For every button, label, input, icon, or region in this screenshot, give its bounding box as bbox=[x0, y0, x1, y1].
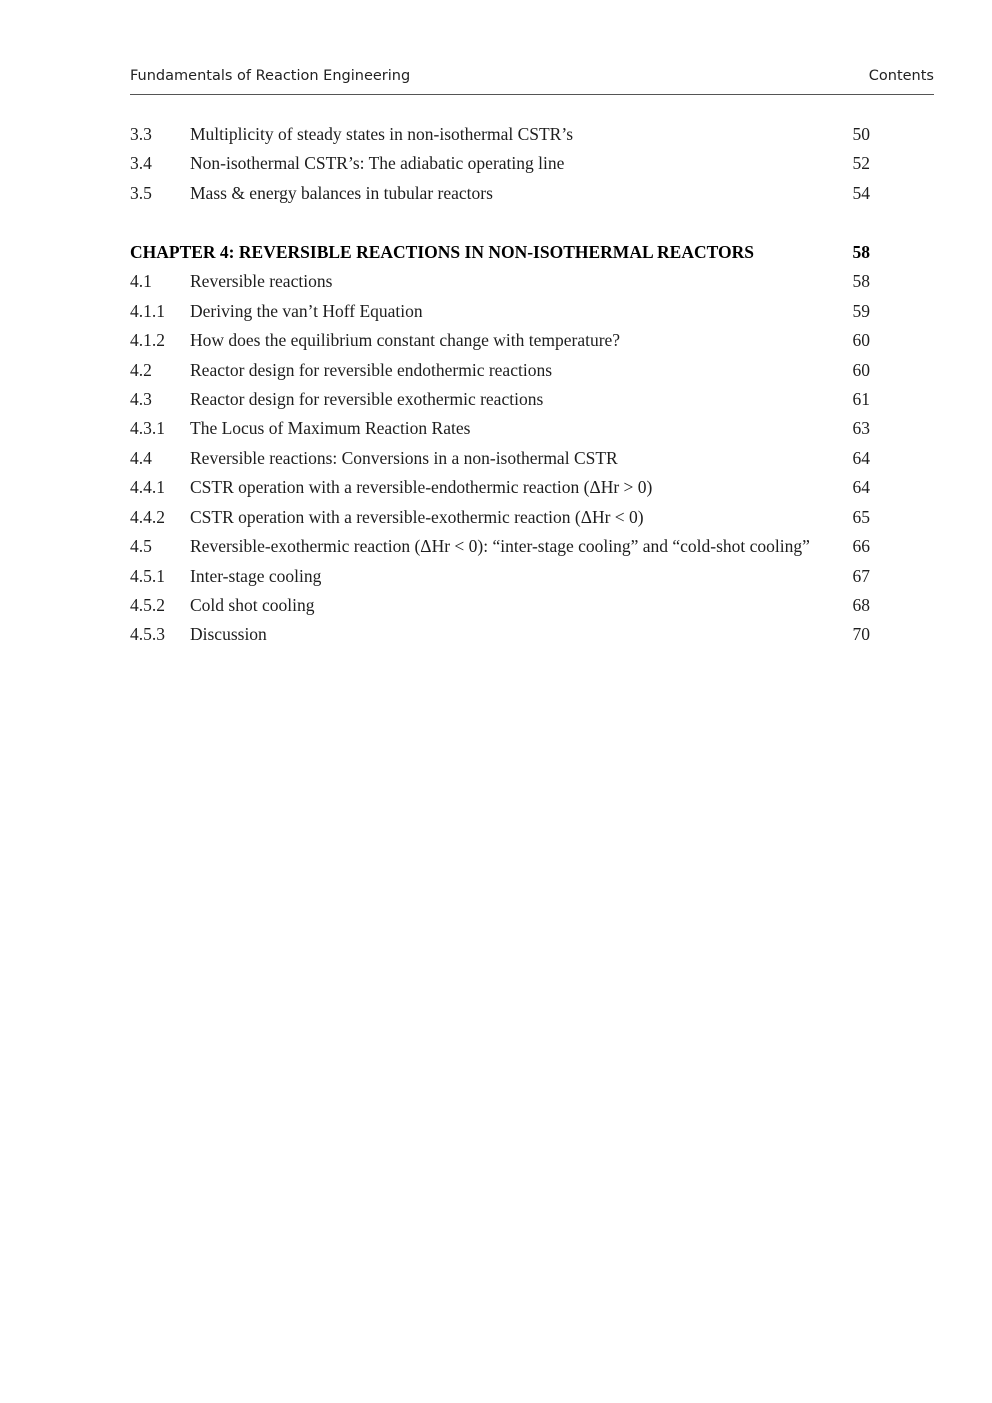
toc-entry-title: Inter-stage cooling bbox=[190, 565, 322, 586]
toc-entry-page: 64 bbox=[852, 477, 870, 498]
toc-entry-page: 59 bbox=[852, 300, 870, 321]
toc-entry[interactable] bbox=[130, 532, 870, 561]
toc-entry-page: 70 bbox=[852, 624, 870, 645]
toc-entry[interactable] bbox=[130, 297, 870, 326]
toc-entry[interactable] bbox=[130, 385, 870, 414]
toc-entry[interactable] bbox=[130, 267, 870, 296]
toc-entry-number: 4.4 bbox=[130, 447, 152, 468]
toc-entry-page: 63 bbox=[852, 418, 870, 439]
toc-entry[interactable] bbox=[130, 620, 870, 649]
toc-entry-title: Reversible reactions: Conversions in a non-isothermal CSTR bbox=[190, 447, 618, 468]
toc-entry-page: 60 bbox=[852, 330, 870, 351]
toc-entry-title: Non-isothermal CSTR’s: The adiabatic operating line bbox=[190, 153, 565, 174]
toc-entry-title: Reversible-exothermic reaction (ΔHr < 0): “inter-stage cooling” and “cold-shot cooling” bbox=[190, 536, 810, 557]
toc-entry-page: 50 bbox=[852, 124, 870, 144]
toc-entry-title: Discussion bbox=[190, 624, 267, 645]
toc-entry[interactable] bbox=[130, 444, 870, 473]
toc-entry-page: 54 bbox=[852, 182, 870, 203]
toc-entry-title: How does the equilibrium constant change with temperature? bbox=[190, 330, 621, 351]
toc-entry-number: 4.1 bbox=[130, 271, 152, 292]
toc-entry[interactable] bbox=[130, 149, 870, 178]
toc-spacer bbox=[130, 208, 870, 237]
toc-entry-number: 4.5.1 bbox=[130, 565, 165, 586]
running-header bbox=[130, 66, 934, 95]
toc-entry-title: Multiplicity of steady states in non-isothermal CSTR’s bbox=[190, 124, 574, 144]
section-label: Contents bbox=[868, 68, 934, 84]
toc-entry[interactable] bbox=[130, 326, 870, 355]
toc-entry-number: 4.4.1 bbox=[130, 477, 165, 498]
toc-entry-title: Mass & energy balances in tubular reactors bbox=[190, 182, 493, 203]
toc-entry-page: 66 bbox=[852, 536, 870, 557]
toc-entry-title: CSTR operation with a reversible-exothermic reaction (ΔHr < 0) bbox=[190, 506, 644, 527]
toc-entry[interactable] bbox=[130, 503, 870, 532]
toc-entry-page: 52 bbox=[852, 153, 870, 174]
toc-entry-number: 4.1.1 bbox=[130, 300, 165, 321]
toc-entry-title: CSTR operation with a reversible-endothermic reaction (ΔHr > 0) bbox=[190, 477, 653, 498]
toc-entry-title: Reversible reactions bbox=[190, 271, 333, 292]
toc-entry-title: The Locus of Maximum Reaction Rates bbox=[190, 418, 471, 439]
toc-entry[interactable] bbox=[130, 473, 870, 502]
toc-entry-number: 4.3.1 bbox=[130, 418, 165, 439]
toc-entry-page: 58 bbox=[852, 271, 870, 292]
toc-entry-number: 3.5 bbox=[130, 182, 152, 203]
toc-entry[interactable] bbox=[130, 120, 870, 149]
toc-entry-number: 4.2 bbox=[130, 359, 152, 380]
toc-entry-page: 64 bbox=[852, 447, 870, 468]
toc-entry-title: Reactor design for reversible exothermic reactions bbox=[190, 388, 544, 409]
toc-entry-page: 65 bbox=[852, 506, 870, 527]
toc-entry-page: 60 bbox=[852, 359, 870, 380]
book-title: Fundamentals of Reaction Engineering bbox=[130, 68, 411, 84]
toc-entry-number: 3.4 bbox=[130, 153, 152, 174]
toc-entry-number: 4.5.3 bbox=[130, 624, 165, 645]
toc-entry-number: 4.5 bbox=[130, 536, 152, 557]
toc-entry-number: 4.5.2 bbox=[130, 595, 165, 615]
toc-entry[interactable] bbox=[130, 591, 870, 620]
toc-entry-title: Deriving the van’t Hoff Equation bbox=[190, 300, 423, 321]
toc-entry-title: Cold shot cooling bbox=[190, 595, 315, 615]
toc-entry-page: 68 bbox=[852, 595, 870, 615]
table-of-contents bbox=[130, 120, 870, 650]
chapter-page: 58 bbox=[852, 241, 870, 262]
toc-entry[interactable] bbox=[130, 562, 870, 591]
toc-entry-page: 67 bbox=[852, 565, 870, 586]
toc-entry-number: 3.3 bbox=[130, 124, 152, 144]
chapter-title: CHAPTER 4: REVERSIBLE REACTIONS IN NON-ISOTHERMAL REACTORS bbox=[130, 241, 754, 262]
toc-entry-title: Reactor design for reversible endothermic reactions bbox=[190, 359, 553, 380]
toc-entry[interactable] bbox=[130, 414, 870, 443]
toc-entry-number: 4.1.2 bbox=[130, 330, 165, 351]
toc-entry-number: 4.3 bbox=[130, 388, 152, 409]
toc-entry[interactable] bbox=[130, 179, 870, 208]
toc-entry[interactable] bbox=[130, 356, 870, 385]
toc-entry-number: 4.4.2 bbox=[130, 506, 165, 527]
toc-entry-page: 61 bbox=[852, 388, 870, 409]
toc-chapter-heading[interactable] bbox=[130, 238, 870, 267]
